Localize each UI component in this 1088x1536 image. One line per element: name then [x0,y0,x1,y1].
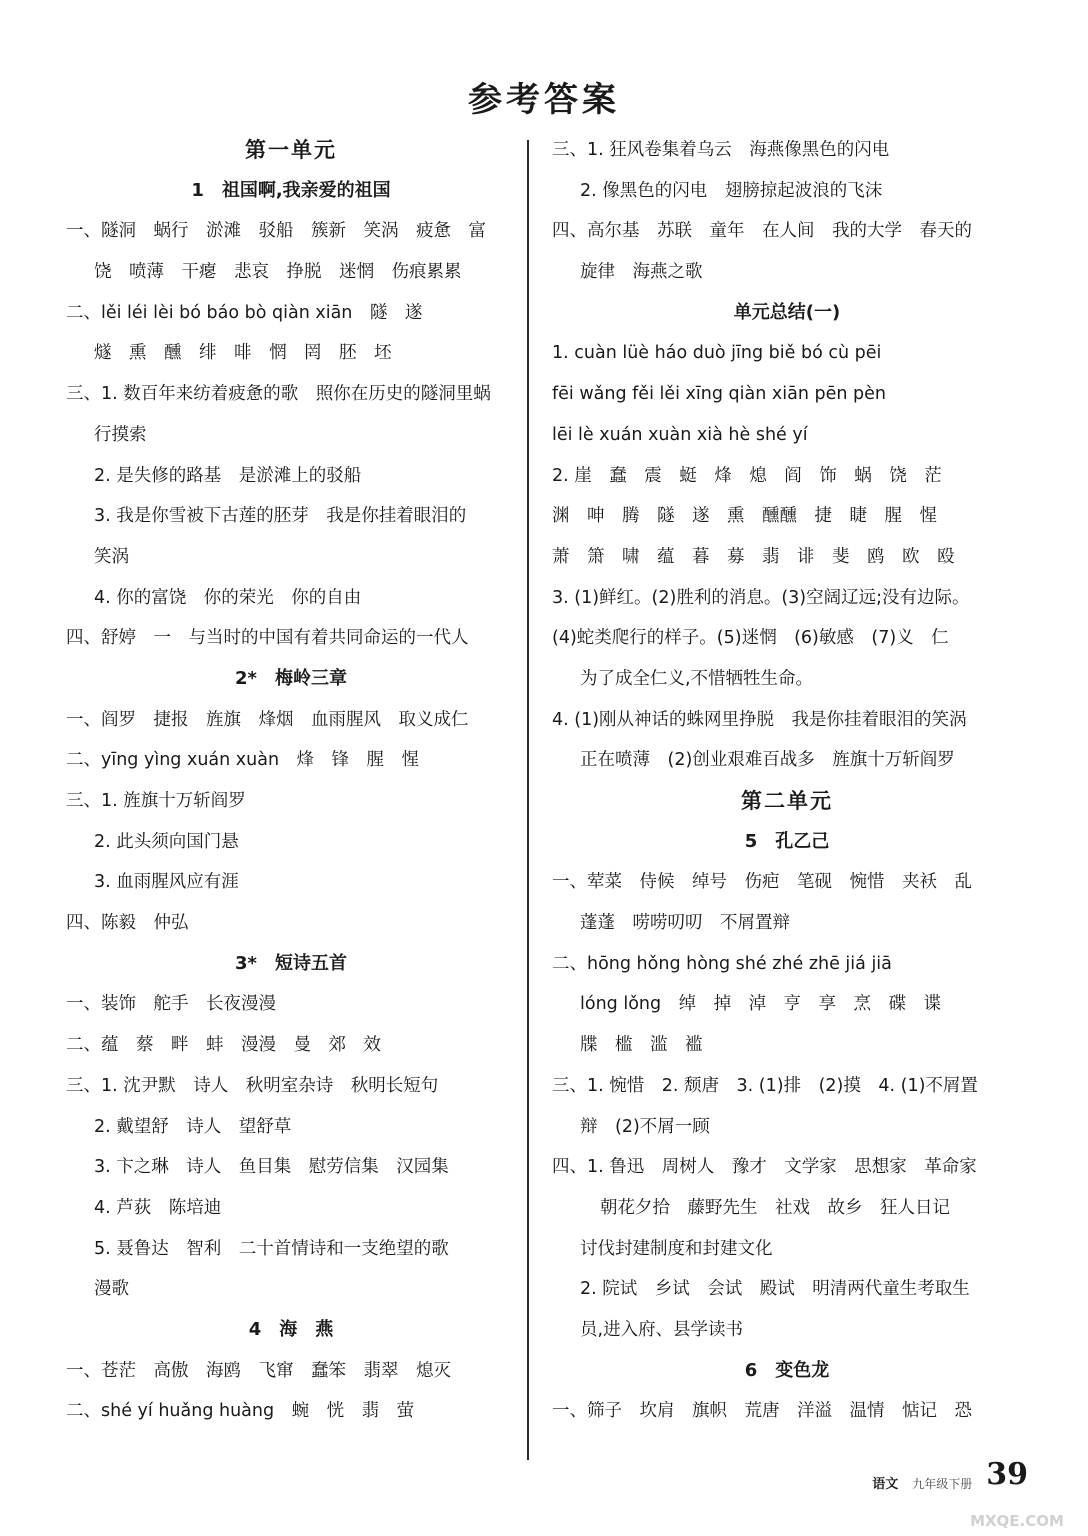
answer-line: lóng lǒng 绰 掉 淖 亨 享 烹 碟 谍 [580,994,942,1015]
answer-line: 三、1. 沈尹默 诗人 秋明室杂诗 秋明长短句 [66,1075,439,1096]
answer-line: 四、1. 鲁迅 周树人 豫才 文学家 思想家 革命家 [552,1157,977,1178]
answer-line: 4. (1)刚从神话的蛛网里挣脱 我是你挂着眼泪的笑涡 [552,709,967,730]
answer-line: 3. (1)鲜红。(2)胜利的消息。(3)空阔辽远;没有边际。 [552,587,970,608]
page-title: 参考答案 [468,80,620,120]
left-column [66,130,516,1432]
answer-line: 蓬蓬 唠唠叨叨 不屑置辩 [580,913,790,934]
page-number: 39 [986,1457,1028,1492]
answer-line: 四、舒婷 一 与当时的中国有着共同命运的一代人 [66,628,469,649]
answer-line: 二、蕴 蔡 畔 蚌 漫漫 曼 郊 效 [66,1035,381,1056]
lesson-heading: 1 祖国啊,我亲爱的祖国 [191,179,391,201]
answer-line: 渊 呻 腾 隧 遂 熏 醺醺 捷 睫 腥 惺 [552,506,937,527]
answer-line: 正在喷薄 (2)创业艰难百战多 旌旗十万斩阎罗 [580,750,955,771]
answer-line: 一、装饰 舵手 长夜漫漫 [66,994,276,1015]
answer-line: 2. 崖 蠢 震 蜓 烽 熄 阎 饰 蜗 饶 茫 [552,465,942,486]
answer-line: 一、荤菜 侍候 绰号 伤疤 笔砚 惋惜 夹袄 乱 [552,872,972,893]
answer-line: 3. 卞之琳 诗人 鱼目集 慰劳信集 汉园集 [94,1157,449,1178]
answer-line: 二、yīng yìng xuán xuàn 烽 锋 腥 惺 [66,750,420,771]
unit-heading: 第一单元 [245,137,337,162]
answer-line: 三、1. 旌旗十万斩阎罗 [66,791,246,811]
answer-line: 三、1. 数百年来纺着疲惫的歌 照你在历史的隧洞里蜗 [66,384,491,405]
answer-line: 二、lěi léi lèi bó báo bò qiàn xiān 隧 遂 [66,302,423,323]
answer-line: 2. 戴望舒 诗人 望舒草 [94,1116,292,1137]
answer-line: 一、苍茫 高傲 海鸥 飞窜 蠢笨 翡翠 熄灭 [66,1360,451,1381]
answer-line: lēi lè xuán xuàn xià hè shé yí [552,424,808,445]
right-column [552,130,1022,1432]
answer-line: 牒 槛 滥 褴 [580,1035,703,1056]
answer-line: 讨伐封建制度和封建文化 [580,1238,773,1259]
answer-line: 3. 血雨腥风应有涯 [94,872,239,893]
answer-line: 漫歌 [94,1279,129,1300]
answer-line: 员,进入府、县学读书 [580,1319,744,1340]
footer-grade: 九年级下册 [912,1477,973,1491]
answer-line: 为了成全仁义,不惜牺牲生命。 [580,668,814,689]
answer-line: 一、阎罗 捷报 旌旗 烽烟 血雨腥风 取义成仁 [66,709,469,730]
footer-subject: 语文 [872,1477,899,1492]
answer-line: 四、高尔基 苏联 童年 在人间 我的大学 春天的 [552,221,972,242]
answer-line: 旋律 海燕之歌 [580,262,703,283]
answer-line: 燧 熏 醺 绯 啡 惘 罔 胚 坯 [94,343,392,364]
answer-line: 3. 我是你雪被下古莲的胚芽 我是你挂着眼泪的 [94,506,467,527]
lesson-heading: 2* 梅岭三章 [235,667,347,689]
answer-line: 四、陈毅 仲弘 [66,913,189,934]
answer-line: 4. 芦荻 陈培迪 [94,1197,222,1218]
answer-line: 2. 是失修的路基 是淤滩上的驳船 [94,465,362,486]
answer-line: 二、shé yí huǎng huàng 蜿 恍 翡 萤 [66,1401,415,1422]
unit-heading: 第二单元 [741,788,833,813]
answer-line: 2. 此头须向国门悬 [94,831,239,852]
lesson-heading: 4 海 燕 [248,1318,334,1340]
answer-line: 2. 像黑色的闪电 翅膀掠起波浪的飞沫 [580,180,883,201]
answer-line: 萧 箫 啸 蕴 暮 募 翡 诽 斐 鸥 欧 殴 [552,546,955,567]
answer-line: 5. 聂鲁达 智利 二十首情诗和一支绝望的歌 [94,1238,449,1259]
answer-line: 一、隧洞 蜗行 淤滩 驳船 簇新 笑涡 疲惫 富 [66,221,486,242]
answer-line: 二、hōng hǒng hòng shé zhé zhē jiá jiā [552,953,892,974]
answer-line: 1. cuàn lüè háo duò jīng biě bó cù pēi [552,343,882,364]
answer-line: 三、1. 惋惜 2. 颓唐 3. (1)排 (2)摸 4. (1)不屑置 [552,1075,978,1096]
answer-line: 朝花夕拾 藤野先生 社戏 故乡 狂人日记 [600,1197,950,1218]
watermark-logo: MXQE.COM [970,1512,1064,1530]
answer-line: 笑涡 [94,546,129,567]
lesson-heading: 3* 短诗五首 [235,952,347,974]
column-divider [527,140,529,1460]
answer-line: 饶 喷薄 干瘪 悲哀 挣脱 迷惘 伤痕累累 [94,262,462,283]
answer-line: 一、筛子 坎肩 旗帜 荒唐 洋溢 温情 惦记 恐 [552,1401,972,1422]
answer-line: 辩 (2)不屑一顾 [580,1116,710,1137]
lesson-heading: 6 变色龙 [744,1359,830,1381]
answer-line: 4. 你的富饶 你的荣光 你的自由 [94,587,362,608]
answer-line: 2. 院试 乡试 会试 殿试 明清两代童生考取生 [580,1279,970,1300]
lesson-heading: 单元总结(一) [733,301,841,323]
answer-line: 三、1. 狂风卷集着乌云 海燕像黑色的闪电 [552,140,890,160]
answer-line: fēi wǎng fěi lěi xīng qiàn xiān pēn pèn [552,384,886,405]
answer-line: 行摸索 [94,424,147,445]
lesson-heading: 5 孔乙己 [744,830,830,852]
answer-line: (4)蛇类爬行的样子。(5)迷惘 (6)敏感 (7)义 仁 [552,628,949,649]
